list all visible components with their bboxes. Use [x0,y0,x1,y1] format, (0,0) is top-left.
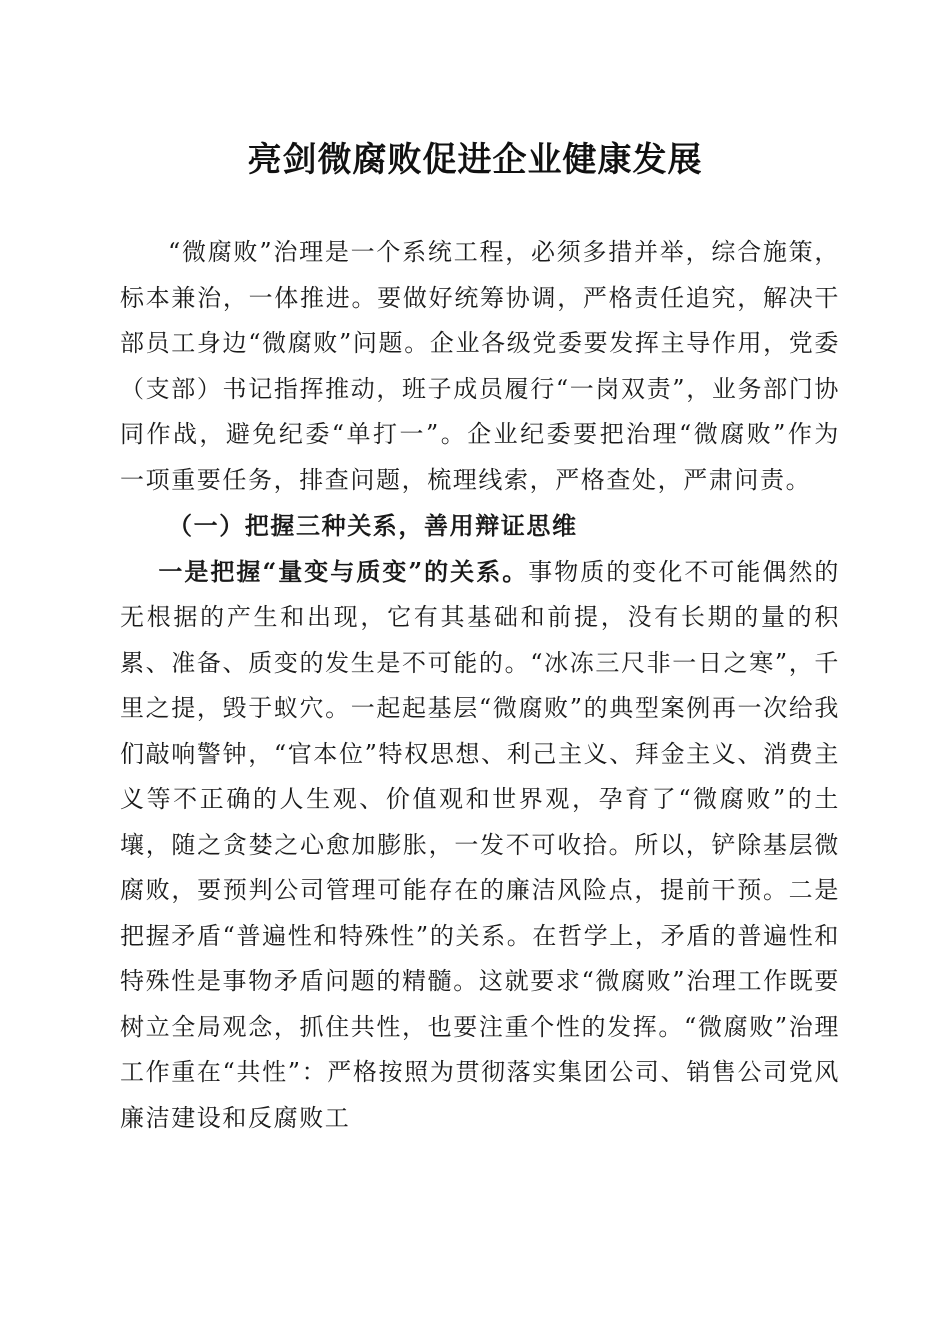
paragraph-intro: “微腐败”治理是一个系统工程，必须多措并举，综合施策，标本兼治，一体推进。要做好统筹协调，严格责任追究，解决干部员工身边“微腐败”问题。企业各级党委要发挥主导作用，党委（支部）书记指挥推动，班子成员履行“一岗双责”，业务部门协同作战，避免纪委“单打一”。企业纪委要把治理“微腐败”作为一项重要任务，排查问题，梳理线索，严格查处，严肃问责。 [120,238,840,494]
paragraph-relations-text: 事物质的变化不可能偶然的无根据的产生和出现，它有其基础和前提，没有长期的量的积累、准备、质变的发生是不可能的。“冰冻三尺非一日之寒”，千里之提，毁于蚁穴。一起起基层“微腐败”的典型案例再一次给我们敲响警钟，“官本位”特权思想、利己主义、拜金主义、消费主义等不正确的人生观、价值观和世界观，孕育了“微腐败”的土壤，随之贪婪之心愈加膨胀，一发不可收拾。所以，铲除基层微腐败，要预判公司管理可能存在的廉洁风险点，提前干预。二是把握矛盾“普遍性和特殊性”的关系。在哲学上，矛盾的普遍性和特殊性是事物矛盾问题的精髓。这就要求“微腐败”治理工作既要树立全局观念，抓住共性，也要注重个性的发挥。“微腐败”治理工作重在“共性”：严格按照为贯彻落实集团公司、销售公司党风廉洁建设和反腐败工 [120,557,841,1132]
paragraph-lead: 一是把握“量变与质变”的关系。 [158,556,529,586]
section-heading: （一）把握三种关系，善用辩证思维 [168,511,578,540]
document-title: 亮剑微腐败促进企业健康发展 [247,140,703,180]
paragraph-relations [120,549,840,1142]
document-body [120,230,840,1141]
